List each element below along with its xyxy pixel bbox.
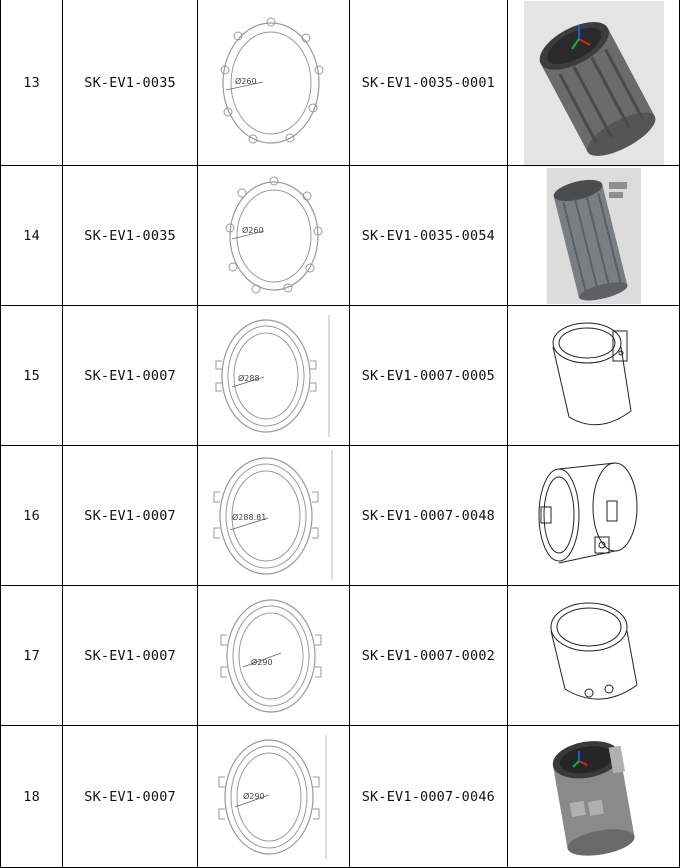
row-number: 18: [1, 726, 63, 868]
table-row: [1, 726, 680, 868]
row-number: 17: [1, 586, 63, 726]
diameter-label: Ø290: [243, 791, 265, 801]
model-image-cell: [508, 0, 680, 166]
line-drawing-housing-icon: [539, 593, 649, 719]
gray-housing-render-icon: [524, 1, 664, 165]
ring-drawing-cell: [197, 726, 349, 868]
diameter-label: Ø260: [235, 76, 257, 86]
stator-ring-drawing: [210, 311, 336, 441]
model-image-cell: [508, 446, 680, 586]
sub-part-number: SK-EV1-0007-0046: [349, 726, 508, 868]
gray-housing-render-icon: [547, 168, 641, 304]
table-row: [1, 0, 680, 166]
row-number: 16: [1, 446, 63, 586]
sub-part-number: SK-EV1-0007-0005: [349, 306, 508, 446]
line-drawing-housing-icon: [535, 453, 653, 579]
ring-drawing-cell: [197, 306, 349, 446]
sub-part-number: SK-EV1-0035-0001: [349, 0, 508, 166]
diameter-label: Ø288: [238, 373, 260, 383]
stator-ring-drawing: [210, 448, 336, 584]
sub-part-number: SK-EV1-0035-0054: [349, 166, 508, 306]
stator-ring-drawing: [213, 731, 333, 863]
table-row: [1, 166, 680, 306]
row-number: 15: [1, 306, 63, 446]
part-number: SK-EV1-0035: [63, 166, 198, 306]
table-row: [1, 306, 680, 446]
stator-ring-drawing: [213, 591, 333, 721]
ring-drawing-cell: [197, 166, 349, 306]
part-number: SK-EV1-0007: [63, 306, 198, 446]
stator-ring-drawing: [213, 8, 333, 158]
sub-part-number: SK-EV1-0007-0002: [349, 586, 508, 726]
row-number: 14: [1, 166, 63, 306]
ring-drawing-cell: [197, 446, 349, 586]
part-number: SK-EV1-0007: [63, 586, 198, 726]
stator-ring-drawing: [218, 173, 328, 299]
model-image-cell: [508, 726, 680, 868]
diameter-label: Ø288.81: [232, 512, 267, 522]
sub-part-number: SK-EV1-0007-0048: [349, 446, 508, 586]
model-image-cell: [508, 306, 680, 446]
gray-housing-render-icon: [539, 733, 649, 861]
ring-drawing-cell: [197, 586, 349, 726]
part-number: SK-EV1-0007: [63, 726, 198, 868]
part-number: SK-EV1-0035: [63, 0, 198, 166]
line-drawing-housing-icon: [539, 313, 649, 439]
model-image-cell: [508, 586, 680, 726]
diameter-label: Ø260: [242, 225, 264, 235]
diameter-label: Ø290: [251, 657, 273, 667]
ring-drawing-cell: [197, 0, 349, 166]
row-number: 13: [1, 0, 63, 166]
table-row: [1, 586, 680, 726]
model-image-cell: [508, 166, 680, 306]
table-row: [1, 446, 680, 586]
part-number: SK-EV1-0007: [63, 446, 198, 586]
